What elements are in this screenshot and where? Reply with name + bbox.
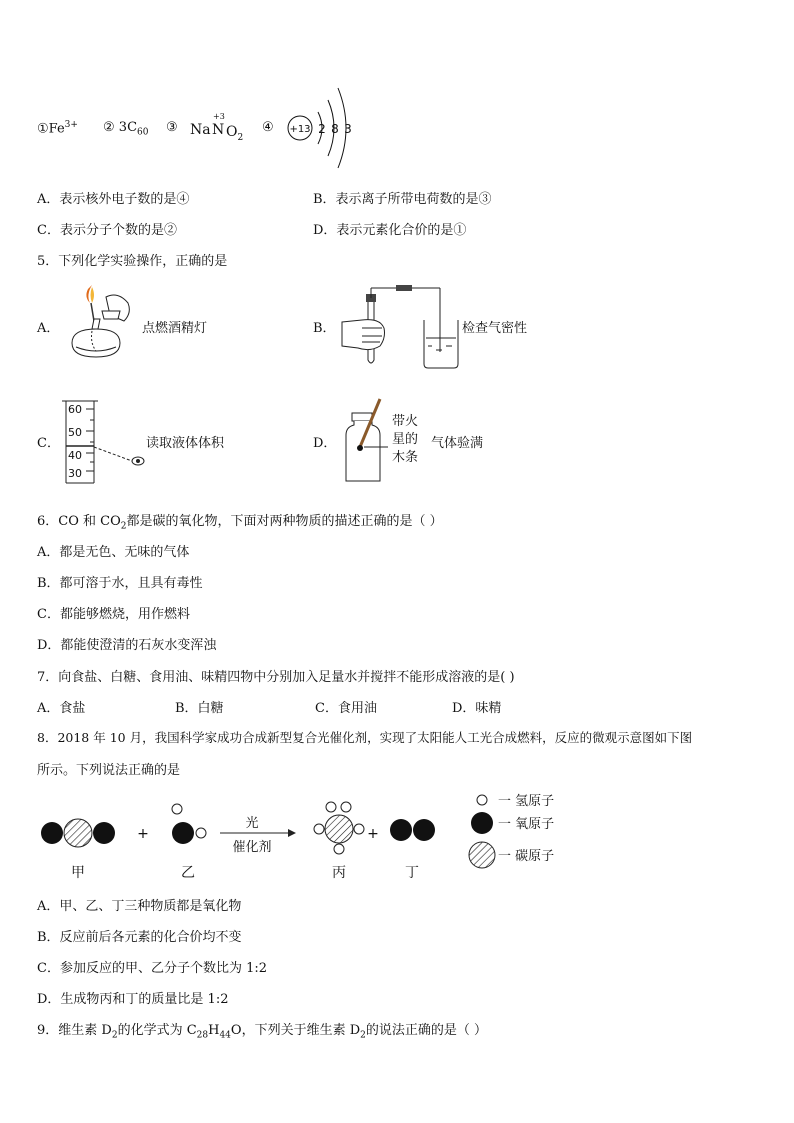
condition-catalyst: 催化剂 (232, 840, 272, 855)
q8-stem-line2: 所示。下列说法正确的是 (37, 763, 181, 778)
label-jia: 甲 (71, 865, 85, 881)
label-yi: 乙 (181, 865, 195, 881)
q4-option-b: B．表示离子所带电荷数的是③ (313, 192, 492, 207)
q7-option-b: B．白糖 (175, 701, 224, 716)
q5-option-c-letter: C． (37, 436, 60, 451)
cylinder-tick-50: 50 (68, 426, 82, 439)
shell-2-electrons: 8 (331, 122, 339, 136)
q5-option-b-label: 检查气密性 (462, 321, 528, 336)
q5-option-b-letter: B． (313, 321, 336, 336)
legend-hydrogen: 一 氢原子 (498, 794, 555, 809)
molecule-yi (172, 804, 206, 844)
symbol-1: $①Fe^{3+}$ (37, 120, 78, 137)
q5-stem: 5．下列化学实验操作，正确的是 (37, 254, 228, 269)
cylinder-tick-30: 30 (68, 467, 82, 480)
q6-stem: 6．CO 和 $CO_2$都是碳的氧化物，下面对两种物质的描述正确的是（ ） (37, 514, 443, 532)
symbol-3-o: $O_2$ (226, 124, 244, 143)
q7-option-a: A．食盐 (37, 701, 86, 716)
symbol-2: ② $3C_{60}$ (103, 120, 149, 138)
symbol-3-na: Na (190, 122, 211, 138)
q5-option-a-label: 点燃酒精灯 (142, 321, 208, 336)
q6-option-b: B．都可溶于水，且具有毒性 (37, 576, 203, 591)
symbol-4-num: ④ (262, 120, 274, 135)
q5-option-d-stick-line3: 木条 (392, 450, 419, 465)
gas-bottle-figure (340, 395, 390, 487)
cylinder-tick-60: 60 (68, 403, 82, 416)
atom-structure-diagram (282, 82, 362, 174)
molecule-bing (314, 802, 364, 854)
graduated-cylinder-figure (62, 395, 152, 487)
q4-option-c: C．表示分子个数的是② (37, 223, 177, 238)
q5-option-d-letter: D． (313, 436, 337, 451)
q5-option-c-label: 读取液体体积 (146, 436, 225, 451)
label-ding: 丁 (405, 865, 419, 881)
plus-sign-2: + (367, 826, 379, 842)
q8-option-c: C．参加反应的甲、乙分子个数比为 1:2 (37, 961, 268, 976)
label-bing: 丙 (332, 865, 346, 881)
q7-option-d: D．味精 (452, 701, 502, 716)
plus-sign-1: + (137, 826, 149, 842)
nucleus-charge: +13 (289, 124, 311, 135)
q6-option-d: D．都能使澄清的石灰水变浑浊 (37, 638, 217, 653)
reaction-diagram (30, 785, 590, 885)
symbol-3-n: N (212, 122, 225, 138)
molecule-ding (390, 819, 435, 841)
q7-stem: 7．向食盐、白糖、食用油、味精四物中分别加入足量水并搅拌不能形成溶液的是( ) (37, 670, 515, 685)
symbol-3-valence: +3 (213, 112, 225, 121)
q4-option-d: D．表示元素化合价的是① (313, 223, 467, 238)
symbol-3-num: ③ (166, 120, 178, 135)
q8-option-a: A．甲、乙、丁三种物质都是氧化物 (37, 899, 242, 914)
shell-3-electrons: 3 (344, 122, 352, 136)
q5-option-a-letter: A． (37, 321, 60, 336)
shell-1-electrons: 2 (318, 122, 326, 136)
q5-option-d-stick-line2: 星的 (392, 432, 419, 447)
q8-option-d: D．生成物丙和丁的质量比是 1:2 (37, 992, 229, 1007)
condition-light: 光 (245, 816, 259, 831)
q6-option-c: C．都能够燃烧，用作燃料 (37, 607, 190, 622)
q4-option-a: A．表示核外电子数的是④ (37, 192, 190, 207)
q8-option-b: B．反应前后各元素的化合价均不变 (37, 930, 242, 945)
molecule-jia (41, 819, 115, 847)
q9-stem: 9．维生素 $D_2$的化学式为 $C_{28}H_{44}O$，下列关于维生素 $D_2$的说法正确的是（ ） (37, 1023, 487, 1041)
q7-option-c: C．食用油 (315, 701, 377, 716)
q6-option-a: A．都是无色、无味的气体 (37, 545, 190, 560)
alcohol-lamp-figure (62, 281, 142, 371)
legend-carbon: 一 碳原子 (498, 849, 555, 864)
legend-oxygen: 一 氧原子 (498, 817, 555, 832)
q8-stem-line1: 8．2018 年 10 月，我国科学家成功合成新型复合光催化剂，实现了太阳能人工光合成燃料，反应的微观示意图如下图 (37, 730, 693, 745)
cylinder-tick-40: 40 (68, 449, 82, 462)
q5-option-d-label: 气体验满 (431, 436, 484, 451)
q5-option-d-stick-line1: 带火 (392, 414, 419, 429)
airtight-check-figure (336, 280, 466, 372)
